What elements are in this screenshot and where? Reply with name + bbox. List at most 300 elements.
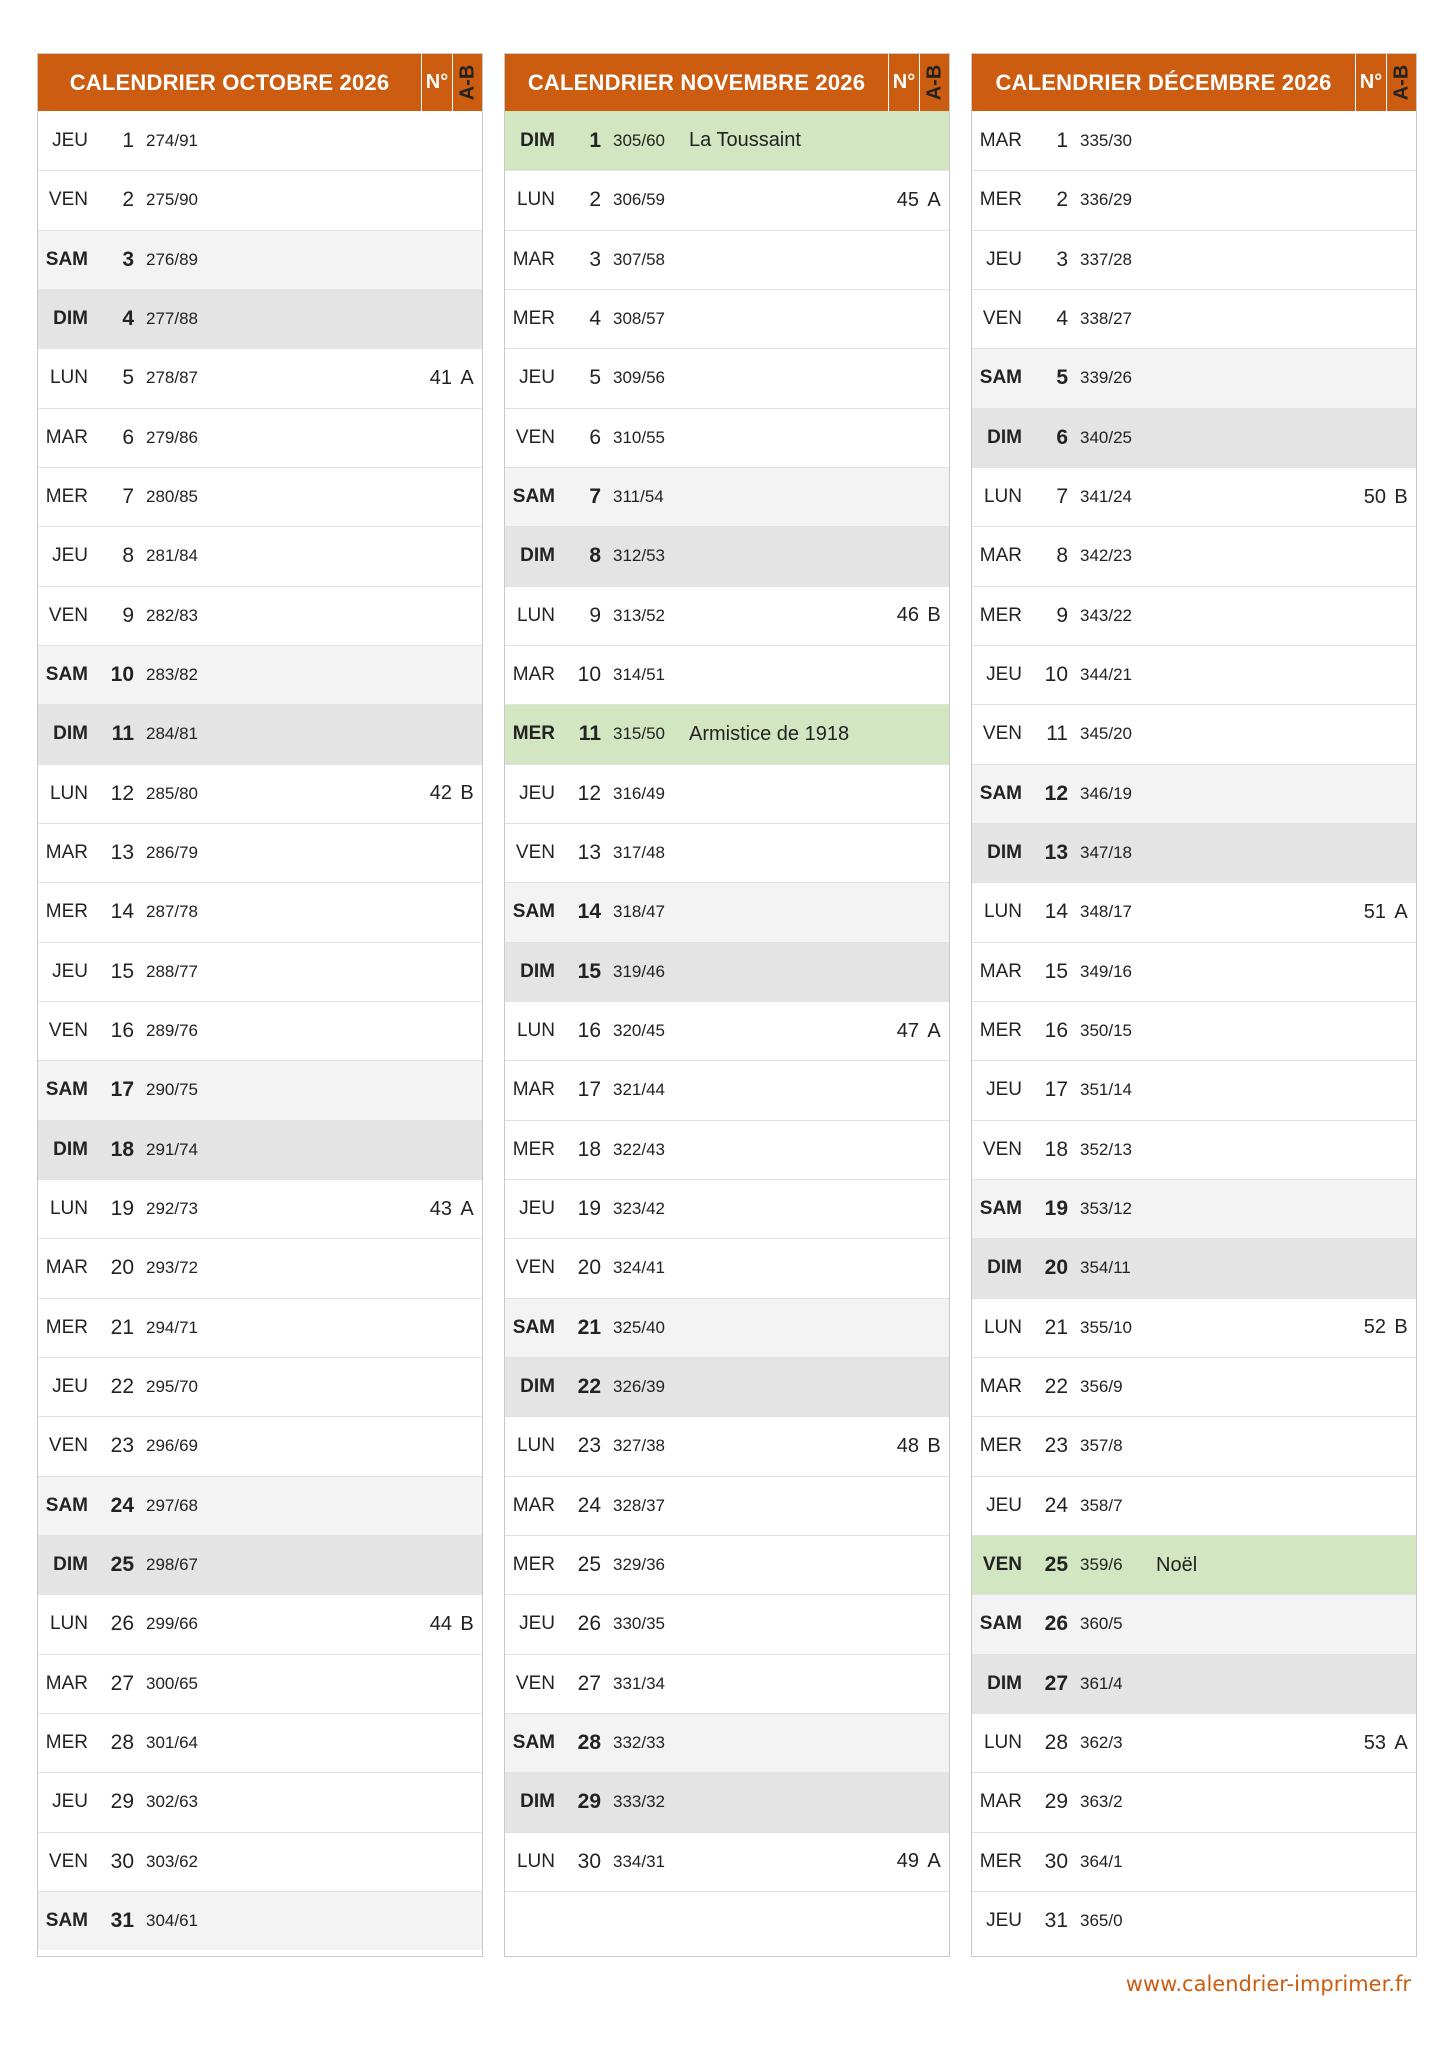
day-number: 24 bbox=[1044, 1493, 1068, 1517]
day-of-year: 300/65 bbox=[146, 1673, 198, 1693]
day-of-year: 345/20 bbox=[1080, 724, 1132, 744]
day-of-year: 363/2 bbox=[1080, 1792, 1123, 1812]
day-row bbox=[38, 170, 482, 229]
day-of-week: VEN bbox=[982, 723, 1022, 745]
week-ab: A bbox=[927, 188, 941, 211]
day-of-week: SAM bbox=[979, 1613, 1022, 1635]
day-number: 27 bbox=[577, 1671, 601, 1695]
day-of-week: JEU bbox=[52, 1791, 88, 1813]
day-number: 26 bbox=[110, 1612, 134, 1636]
day-rows bbox=[505, 111, 949, 1950]
day-of-year: 338/27 bbox=[1080, 309, 1132, 329]
day-row bbox=[38, 586, 482, 645]
day-of-week: DIM bbox=[987, 426, 1022, 448]
day-row bbox=[505, 1120, 949, 1179]
day-of-year: 314/51 bbox=[613, 665, 665, 685]
day-of-week: SAM bbox=[45, 1494, 88, 1516]
day-row bbox=[972, 348, 1416, 407]
day-row bbox=[38, 230, 482, 289]
week-ab: A bbox=[460, 366, 474, 389]
day-of-year: 358/7 bbox=[1080, 1495, 1123, 1515]
day-of-year: 281/84 bbox=[146, 546, 198, 566]
day-of-week: SAM bbox=[45, 664, 88, 686]
ab-header: A-B bbox=[919, 54, 949, 111]
day-of-year: 288/77 bbox=[146, 961, 198, 981]
day-number: 30 bbox=[110, 1849, 134, 1873]
day-of-week: SAM bbox=[512, 1316, 555, 1338]
day-number: 27 bbox=[110, 1671, 134, 1695]
day-number: 29 bbox=[577, 1790, 601, 1814]
day-of-year: 295/70 bbox=[146, 1377, 198, 1397]
day-of-week: DIM bbox=[520, 545, 555, 567]
day-row bbox=[38, 348, 482, 407]
day-row bbox=[972, 526, 1416, 585]
week-number: 49 bbox=[896, 1850, 919, 1873]
day-of-week: SAM bbox=[512, 486, 555, 508]
day-row bbox=[505, 823, 949, 882]
day-of-week: JEU bbox=[986, 664, 1022, 686]
day-number: 12 bbox=[577, 781, 601, 805]
day-of-year: 323/42 bbox=[613, 1199, 665, 1219]
day-number: 22 bbox=[110, 1375, 134, 1399]
day-of-year: 362/3 bbox=[1080, 1733, 1123, 1753]
day-of-week: JEU bbox=[986, 1910, 1022, 1931]
day-of-week: DIM bbox=[987, 1257, 1022, 1279]
day-number: 25 bbox=[577, 1553, 601, 1577]
week-number: 46 bbox=[896, 604, 919, 627]
day-of-year: 331/34 bbox=[613, 1673, 665, 1693]
day-of-week: JEU bbox=[52, 1376, 88, 1398]
holiday-row bbox=[972, 1535, 1416, 1594]
week-number: 42 bbox=[429, 782, 452, 805]
ab-header: A-B bbox=[1386, 54, 1416, 111]
day-of-week: VEN bbox=[515, 1257, 555, 1279]
day-of-week: MER bbox=[979, 1435, 1022, 1457]
day-of-week: MAR bbox=[45, 1257, 88, 1279]
day-row bbox=[38, 408, 482, 467]
day-row bbox=[505, 1535, 949, 1594]
day-of-year: 336/29 bbox=[1080, 190, 1132, 210]
day-row bbox=[38, 764, 482, 823]
day-of-year: 343/22 bbox=[1080, 605, 1132, 625]
day-row bbox=[972, 1120, 1416, 1179]
day-of-week: MER bbox=[45, 1316, 88, 1338]
day-of-week: LUN bbox=[516, 1850, 555, 1872]
day-row bbox=[38, 823, 482, 882]
day-row bbox=[38, 1357, 482, 1416]
day-number: 9 bbox=[589, 603, 601, 627]
day-number: 21 bbox=[1044, 1315, 1068, 1339]
day-row bbox=[972, 1594, 1416, 1653]
day-row bbox=[505, 1298, 949, 1357]
day-number: 29 bbox=[1044, 1790, 1068, 1814]
day-of-year: 344/21 bbox=[1080, 665, 1132, 685]
day-row bbox=[505, 170, 949, 229]
day-of-week: VEN bbox=[48, 1020, 88, 1042]
day-of-week: JEU bbox=[986, 1494, 1022, 1516]
day-row bbox=[505, 408, 949, 467]
day-of-week: JEU bbox=[519, 782, 555, 804]
day-of-week: JEU bbox=[519, 1198, 555, 1220]
day-number: 10 bbox=[577, 663, 601, 687]
day-of-year: 294/71 bbox=[146, 1317, 198, 1337]
day-row bbox=[972, 764, 1416, 823]
day-number: 12 bbox=[1044, 781, 1068, 805]
week-number: 53 bbox=[1363, 1731, 1386, 1754]
day-of-week: VEN bbox=[982, 1138, 1022, 1160]
day-of-year: 275/90 bbox=[146, 190, 198, 210]
day-of-year: 278/87 bbox=[146, 368, 198, 388]
day-of-year: 354/11 bbox=[1080, 1258, 1131, 1278]
day-of-week: LUN bbox=[49, 367, 88, 389]
day-of-year: 350/15 bbox=[1080, 1021, 1132, 1041]
day-number: 21 bbox=[577, 1315, 601, 1339]
day-of-week: DIM bbox=[520, 1376, 555, 1398]
day-of-year: 326/39 bbox=[613, 1377, 665, 1397]
day-of-week: LUN bbox=[516, 604, 555, 626]
day-number: 30 bbox=[577, 1849, 601, 1873]
day-row bbox=[972, 1416, 1416, 1475]
day-number: 11 bbox=[111, 722, 134, 746]
day-rows bbox=[38, 111, 482, 1950]
month-title: CALENDRIER OCTOBRE 2026 bbox=[69, 69, 390, 95]
day-of-week: VEN bbox=[515, 1672, 555, 1694]
day-of-year: 356/9 bbox=[1080, 1377, 1123, 1397]
day-number: 15 bbox=[577, 959, 601, 983]
day-of-year: 316/49 bbox=[613, 783, 665, 803]
day-of-week: SAM bbox=[979, 782, 1022, 804]
day-of-year: 301/64 bbox=[146, 1733, 198, 1753]
day-of-year: 292/73 bbox=[146, 1199, 198, 1219]
day-number: 7 bbox=[122, 485, 134, 509]
week-number-header: N° bbox=[421, 54, 452, 111]
day-number: 4 bbox=[122, 307, 134, 331]
day-number: 28 bbox=[577, 1731, 601, 1755]
day-of-year: 320/45 bbox=[613, 1021, 665, 1041]
day-of-week: LUN bbox=[983, 1316, 1022, 1338]
day-number: 24 bbox=[110, 1493, 134, 1517]
day-row bbox=[38, 1416, 482, 1475]
day-row bbox=[972, 1713, 1416, 1772]
day-of-week: JEU bbox=[52, 960, 88, 982]
week-number: 51 bbox=[1363, 900, 1386, 923]
week-number-header: N° bbox=[888, 54, 919, 111]
day-of-week: VEN bbox=[48, 189, 88, 211]
day-number: 20 bbox=[577, 1256, 601, 1280]
day-row bbox=[972, 1298, 1416, 1357]
day-row bbox=[38, 704, 482, 763]
day-number: 8 bbox=[1056, 544, 1068, 568]
day-of-week: MER bbox=[979, 604, 1022, 626]
day-number: 4 bbox=[589, 307, 601, 331]
holiday-label: Armistice de 1918 bbox=[689, 722, 850, 745]
day-of-year: 357/8 bbox=[1080, 1436, 1123, 1456]
day-row bbox=[505, 1238, 949, 1297]
day-row bbox=[505, 348, 949, 407]
day-of-year: 352/13 bbox=[1080, 1139, 1132, 1159]
day-row bbox=[38, 1060, 482, 1119]
day-number: 16 bbox=[577, 1019, 601, 1043]
week-number: 48 bbox=[896, 1434, 919, 1457]
day-of-week: SAM bbox=[512, 1732, 555, 1754]
day-of-week: MAR bbox=[979, 960, 1022, 982]
day-number: 24 bbox=[577, 1493, 601, 1517]
day-of-week: LUN bbox=[49, 1613, 88, 1635]
day-row bbox=[505, 1357, 949, 1416]
week-ab: A bbox=[1394, 900, 1408, 923]
day-of-week: JEU bbox=[986, 248, 1022, 270]
holiday-label: La Toussaint bbox=[689, 129, 801, 152]
day-row bbox=[505, 1891, 949, 1950]
month-december bbox=[971, 53, 1417, 1957]
day-of-week: MER bbox=[512, 723, 555, 745]
day-of-week: LUN bbox=[49, 1198, 88, 1220]
day-row bbox=[505, 882, 949, 941]
day-number: 31 bbox=[1044, 1909, 1068, 1932]
day-of-week: MER bbox=[45, 1732, 88, 1754]
day-number: 10 bbox=[1044, 663, 1068, 687]
day-row bbox=[972, 467, 1416, 526]
day-row bbox=[972, 1772, 1416, 1831]
day-number: 25 bbox=[110, 1553, 134, 1577]
day-row bbox=[38, 1891, 482, 1950]
day-of-year: 322/43 bbox=[613, 1139, 665, 1159]
day-row bbox=[505, 1179, 949, 1238]
holiday-row bbox=[505, 111, 949, 170]
day-of-week: SAM bbox=[45, 1910, 88, 1931]
day-of-week: MER bbox=[512, 308, 555, 330]
day-row bbox=[505, 467, 949, 526]
day-number: 15 bbox=[110, 959, 134, 983]
day-row bbox=[505, 1416, 949, 1475]
day-of-week: DIM bbox=[520, 960, 555, 982]
day-of-week: SAM bbox=[45, 248, 88, 270]
day-of-year: 349/16 bbox=[1080, 961, 1132, 981]
footer-website[interactable]: www.calendrier-imprimer.fr bbox=[1125, 1972, 1411, 1996]
day-number: 29 bbox=[110, 1790, 134, 1814]
day-of-week: JEU bbox=[519, 1613, 555, 1635]
day-number: 21 bbox=[110, 1315, 134, 1339]
day-of-year: 304/61 bbox=[146, 1911, 198, 1930]
day-number: 6 bbox=[589, 425, 601, 449]
day-row bbox=[505, 230, 949, 289]
day-of-week: VEN bbox=[48, 604, 88, 626]
week-ab: B bbox=[460, 1612, 474, 1635]
day-number: 11 bbox=[1046, 722, 1068, 746]
day-number: 20 bbox=[110, 1256, 134, 1280]
month-november bbox=[504, 53, 950, 1957]
day-number: 3 bbox=[1056, 247, 1068, 271]
day-of-week: JEU bbox=[519, 367, 555, 389]
week-ab: B bbox=[927, 1434, 941, 1457]
day-of-week: MAR bbox=[979, 129, 1022, 151]
day-of-year: 353/12 bbox=[1080, 1199, 1132, 1219]
day-of-week: DIM bbox=[53, 1138, 88, 1160]
day-of-year: 315/50 bbox=[613, 724, 665, 744]
day-number: 9 bbox=[122, 603, 134, 627]
day-of-year: 297/68 bbox=[146, 1495, 198, 1515]
day-number: 11 bbox=[578, 722, 601, 746]
day-of-year: 324/41 bbox=[613, 1258, 665, 1278]
day-number: 14 bbox=[110, 900, 134, 924]
day-number: 23 bbox=[1044, 1434, 1068, 1458]
day-rows bbox=[972, 111, 1416, 1950]
day-of-week: MAR bbox=[512, 1494, 555, 1516]
month-header bbox=[505, 54, 949, 111]
day-number: 18 bbox=[577, 1137, 601, 1161]
day-row bbox=[38, 1238, 482, 1297]
day-of-year: 286/79 bbox=[146, 843, 198, 863]
day-of-week: DIM bbox=[987, 842, 1022, 864]
day-of-week: MAR bbox=[979, 545, 1022, 567]
day-row bbox=[505, 289, 949, 348]
day-of-year: 342/23 bbox=[1080, 546, 1132, 566]
day-number: 10 bbox=[110, 663, 134, 687]
day-row bbox=[972, 645, 1416, 704]
day-of-week: MER bbox=[45, 901, 88, 923]
month-header bbox=[38, 54, 482, 111]
day-of-year: 305/60 bbox=[613, 130, 665, 150]
week-number: 44 bbox=[429, 1612, 452, 1635]
day-of-week: DIM bbox=[520, 1791, 555, 1813]
day-number: 23 bbox=[110, 1434, 134, 1458]
day-row bbox=[972, 230, 1416, 289]
day-number: 13 bbox=[577, 841, 601, 865]
day-of-year: 308/57 bbox=[613, 309, 665, 329]
day-row bbox=[972, 408, 1416, 467]
day-row bbox=[38, 467, 482, 526]
day-number: 8 bbox=[589, 544, 601, 568]
day-row bbox=[38, 1001, 482, 1060]
day-row bbox=[505, 645, 949, 704]
day-of-year: 306/59 bbox=[613, 190, 665, 210]
day-of-week: MER bbox=[979, 1020, 1022, 1042]
day-of-year: 325/40 bbox=[613, 1317, 665, 1337]
day-of-week: LUN bbox=[983, 1732, 1022, 1754]
holiday-row bbox=[505, 704, 949, 763]
day-of-week: VEN bbox=[48, 1435, 88, 1457]
day-of-week: MAR bbox=[979, 1376, 1022, 1398]
day-of-week: DIM bbox=[987, 1672, 1022, 1694]
day-of-year: 364/1 bbox=[1080, 1851, 1123, 1871]
day-row bbox=[38, 1535, 482, 1594]
day-of-week: VEN bbox=[982, 308, 1022, 330]
day-number: 26 bbox=[577, 1612, 601, 1636]
day-of-year: 339/26 bbox=[1080, 368, 1132, 388]
week-number: 52 bbox=[1363, 1316, 1386, 1339]
day-row bbox=[38, 1298, 482, 1357]
day-number: 22 bbox=[1044, 1375, 1068, 1399]
day-row bbox=[972, 1654, 1416, 1713]
week-number: 43 bbox=[429, 1197, 452, 1220]
day-number: 19 bbox=[577, 1197, 601, 1221]
day-number: 1 bbox=[122, 128, 134, 152]
day-number: 4 bbox=[1056, 307, 1068, 331]
day-of-week: VEN bbox=[48, 1850, 88, 1872]
day-number: 2 bbox=[122, 188, 134, 212]
day-number: 16 bbox=[110, 1019, 134, 1043]
day-of-week: JEU bbox=[52, 545, 88, 567]
week-number: 41 bbox=[429, 366, 452, 389]
day-of-year: 361/4 bbox=[1080, 1673, 1123, 1693]
day-of-year: 298/67 bbox=[146, 1555, 198, 1575]
day-row bbox=[38, 882, 482, 941]
day-of-week: SAM bbox=[512, 901, 555, 923]
month-title: CALENDRIER DÉCEMBRE 2026 bbox=[995, 69, 1332, 95]
day-number: 12 bbox=[110, 781, 134, 805]
day-of-year: 289/76 bbox=[146, 1021, 198, 1041]
day-row bbox=[505, 526, 949, 585]
day-number: 25 bbox=[1044, 1553, 1068, 1577]
day-of-year: 329/36 bbox=[613, 1555, 665, 1575]
day-of-week: JEU bbox=[986, 1079, 1022, 1101]
day-row bbox=[505, 1654, 949, 1713]
day-row bbox=[505, 1832, 949, 1891]
day-of-week: LUN bbox=[983, 486, 1022, 508]
day-of-week: LUN bbox=[516, 189, 555, 211]
day-number: 31 bbox=[110, 1909, 134, 1932]
day-row bbox=[38, 1179, 482, 1238]
day-row bbox=[972, 882, 1416, 941]
day-of-week: MER bbox=[512, 1554, 555, 1576]
day-row bbox=[972, 170, 1416, 229]
day-row bbox=[38, 111, 482, 170]
day-of-year: 341/24 bbox=[1080, 487, 1132, 507]
week-number: 47 bbox=[896, 1019, 919, 1042]
day-number: 18 bbox=[1044, 1137, 1068, 1161]
day-number: 5 bbox=[122, 366, 134, 390]
day-of-year: 327/38 bbox=[613, 1436, 665, 1456]
day-of-year: 296/69 bbox=[146, 1436, 198, 1456]
day-of-week: DIM bbox=[53, 723, 88, 745]
day-of-year: 312/53 bbox=[613, 546, 665, 566]
day-number: 20 bbox=[1044, 1256, 1068, 1280]
day-of-week: MAR bbox=[512, 664, 555, 686]
day-row bbox=[505, 1001, 949, 1060]
day-row bbox=[972, 111, 1416, 170]
day-number: 27 bbox=[1044, 1671, 1068, 1695]
day-row bbox=[972, 704, 1416, 763]
day-number: 17 bbox=[577, 1078, 601, 1102]
day-number: 28 bbox=[1044, 1731, 1068, 1755]
day-number: 7 bbox=[589, 485, 601, 509]
day-number: 3 bbox=[122, 247, 134, 271]
day-of-year: 337/28 bbox=[1080, 249, 1132, 269]
day-number: 5 bbox=[589, 366, 601, 390]
day-of-week: MAR bbox=[45, 842, 88, 864]
day-of-year: 321/44 bbox=[613, 1080, 665, 1100]
day-of-year: 280/85 bbox=[146, 487, 198, 507]
week-ab: A bbox=[927, 1019, 941, 1042]
day-of-week: LUN bbox=[516, 1020, 555, 1042]
day-of-year: 333/32 bbox=[613, 1792, 665, 1812]
week-ab: B bbox=[460, 782, 474, 805]
day-of-week: VEN bbox=[515, 842, 555, 864]
week-number-header: N° bbox=[1355, 54, 1386, 111]
day-row bbox=[972, 1832, 1416, 1891]
day-number: 17 bbox=[110, 1078, 134, 1102]
day-of-week: DIM bbox=[53, 1554, 88, 1576]
day-of-year: 311/54 bbox=[613, 487, 664, 507]
day-row bbox=[972, 942, 1416, 1001]
day-of-week: VEN bbox=[515, 426, 555, 448]
day-row bbox=[972, 586, 1416, 645]
day-number: 19 bbox=[1044, 1197, 1068, 1221]
day-number: 6 bbox=[1056, 425, 1068, 449]
day-of-week: LUN bbox=[983, 901, 1022, 923]
day-of-week: MAR bbox=[512, 248, 555, 270]
day-row bbox=[38, 942, 482, 1001]
